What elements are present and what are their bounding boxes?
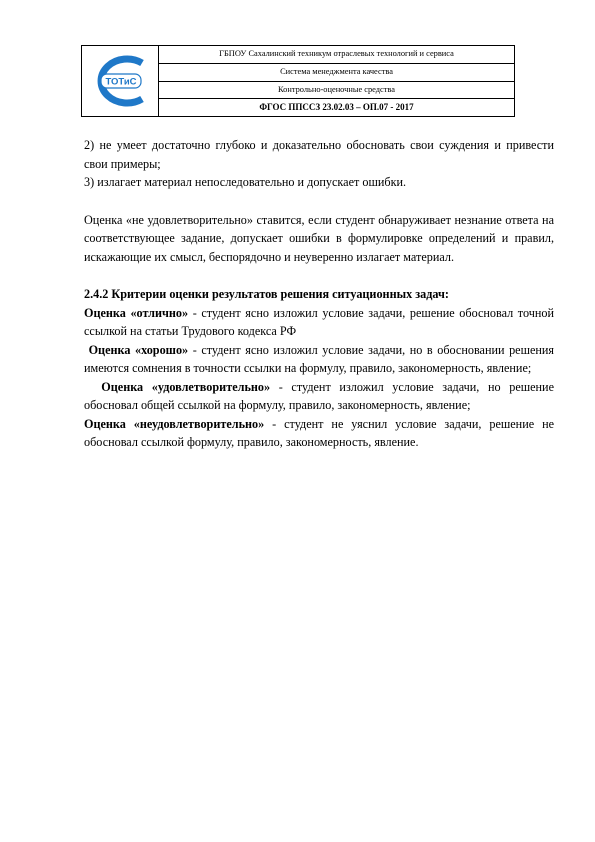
excellent-text: - студент ясно изложил условие задачи, решение обосновал точной ссылкой на статьи Трудового кодекса РФ (84, 305, 554, 338)
satisfactory-label: Оценка «удовлетворительно» (101, 379, 271, 394)
org-name: ГБПОУ Сахалинский техникум отраслевых технологий и сервиса (159, 46, 514, 64)
list-item-3: 3) излагает материал непоследовательно и допускает ошибки. (84, 175, 407, 189)
criterion-satisfactory (84, 378, 554, 415)
excellent-label: Оценка «отлично» (84, 305, 189, 320)
logo-cell (82, 46, 159, 116)
criterion-unsatisfactory (84, 415, 554, 452)
header-info (159, 46, 514, 116)
document-code: ФГОС ППССЗ 23.02.03 – ОП.07 - 2017 (259, 102, 414, 113)
document-body (84, 136, 554, 452)
unsat-text: - студент не уяснил условие задачи, решение не обосновал ссылкой формулу, правило, закономерность, явление. (84, 416, 554, 449)
good-text: - студент ясно изложил условие задачи, но в обосновании решения имеются сомнения в точности ссылки на формулу, правило, закономерность, явление; (84, 342, 555, 375)
list-item-2: 2) не умеет достаточно глубоко и доказательно обосновать свои суждения и привести свои примеры; (84, 138, 554, 171)
institution-logo (87, 53, 153, 109)
satisfactory-text: - студент изложил условие задачи, но решение обосновал общей ссылкой на формулу, правило, закономерность, явление; (84, 379, 554, 412)
logo-text: ТОТиС (105, 76, 137, 88)
good-label: Оценка «хорошо» (88, 342, 189, 357)
section-title: 2.4.2 Критерии оценки результатов решения ситуационных задач: (84, 287, 449, 301)
document-header (81, 45, 515, 117)
criterion-good (84, 341, 554, 378)
materials-title: Контрольно-оценочные средства (159, 82, 514, 100)
criterion-excellent (84, 304, 554, 341)
qms-title: Система менеджмента качества (159, 64, 514, 82)
unsat-label: Оценка «неудовлетворительно» (84, 416, 265, 431)
unsatisfactory-paragraph: Оценка «не удовлетворительно» ставится, если студент обнаруживает незнание ответа на соответствующее задание, допускает ошибки в формулировке определений и правил, искажающие их смысл, беспорядочно и неуверенно излагает материал. (84, 212, 554, 264)
